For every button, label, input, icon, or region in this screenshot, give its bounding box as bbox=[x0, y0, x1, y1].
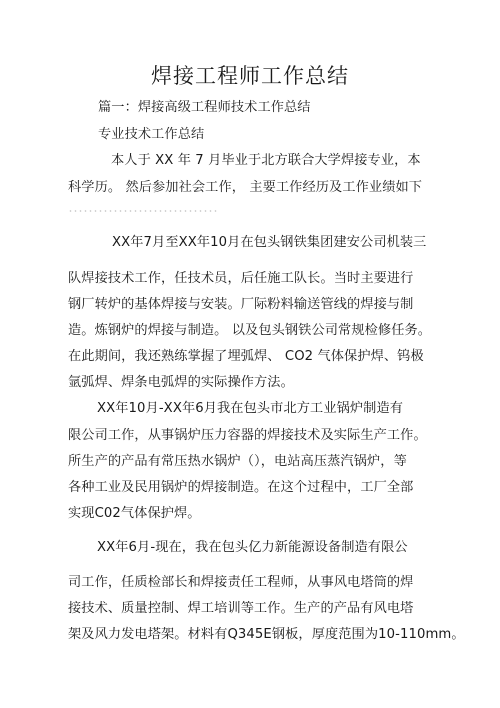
paragraph-line: 实现C02气体保护焊。 bbox=[68, 506, 201, 521]
paragraph-line: 本人于 XX 年 7 月毕业于北方联合大学焊接专业，本 bbox=[111, 153, 421, 168]
paragraph-line: XX年10月-XX年6月我在包头市北方工业锅炉制造有 bbox=[97, 401, 404, 416]
paragraph-line: 架及风力发电塔架。材料有Q345E钢板，厚度范围为10-110mm。 bbox=[68, 627, 465, 642]
paragraph-line: 科学历。 然后参加社会工作， 主要工作经历及工作业绩如下 bbox=[68, 180, 423, 195]
section-heading: 专业技术工作总结 bbox=[98, 127, 205, 142]
paragraph-line: 限公司工作，从事锅炉压力容器的焊接技术及实际生产工作。 bbox=[68, 428, 427, 443]
document-title: 焊接工程师工作总结 bbox=[151, 64, 349, 88]
paragraph-line: 接技术、质量控制、焊工培训等工作。生产的产品有风电塔 bbox=[68, 601, 414, 616]
dotted-separator bbox=[68, 208, 218, 214]
paragraph-line: XX年7月至XX年10月在包头钢铁集团建安公司机装三 bbox=[112, 235, 427, 250]
paragraph-line: 在此期间，我还熟练掌握了埋弧焊、 CO2 气体保护焊、钨极 bbox=[68, 349, 424, 364]
document-subtitle: 篇一：焊接高级工程师技术工作总结 bbox=[98, 100, 311, 115]
paragraph-line: 司工作，任质检部长和焊接责任工程师，从事风电塔筒的焊 bbox=[68, 575, 414, 590]
paragraph-line: 队焊接技术工作，任技术员，后任施工队长。当时主要进行 bbox=[68, 271, 414, 286]
paragraph-line: 所生产的产品有常压热水锅炉（），电站高压蒸汽锅炉，等 bbox=[68, 454, 407, 469]
paragraph-line: XX年6月-现在，我在包头亿力新能源设备制造有限公 bbox=[97, 540, 408, 555]
paragraph-line: 各种工业及民用锅炉的焊接制造。在这个过程中，工厂全部 bbox=[68, 480, 414, 495]
paragraph-line: 造。炼钢炉的焊接与制造。 以及包头钢铁公司常规检修任务。 bbox=[68, 323, 432, 338]
paragraph-line: 氩弧焊、焊条电弧焊的实际操作方法。 bbox=[68, 375, 294, 390]
paragraph-line: 钢厂转炉的基体焊接与安装。厂际粉料输送管线的焊接与制 bbox=[68, 297, 414, 312]
